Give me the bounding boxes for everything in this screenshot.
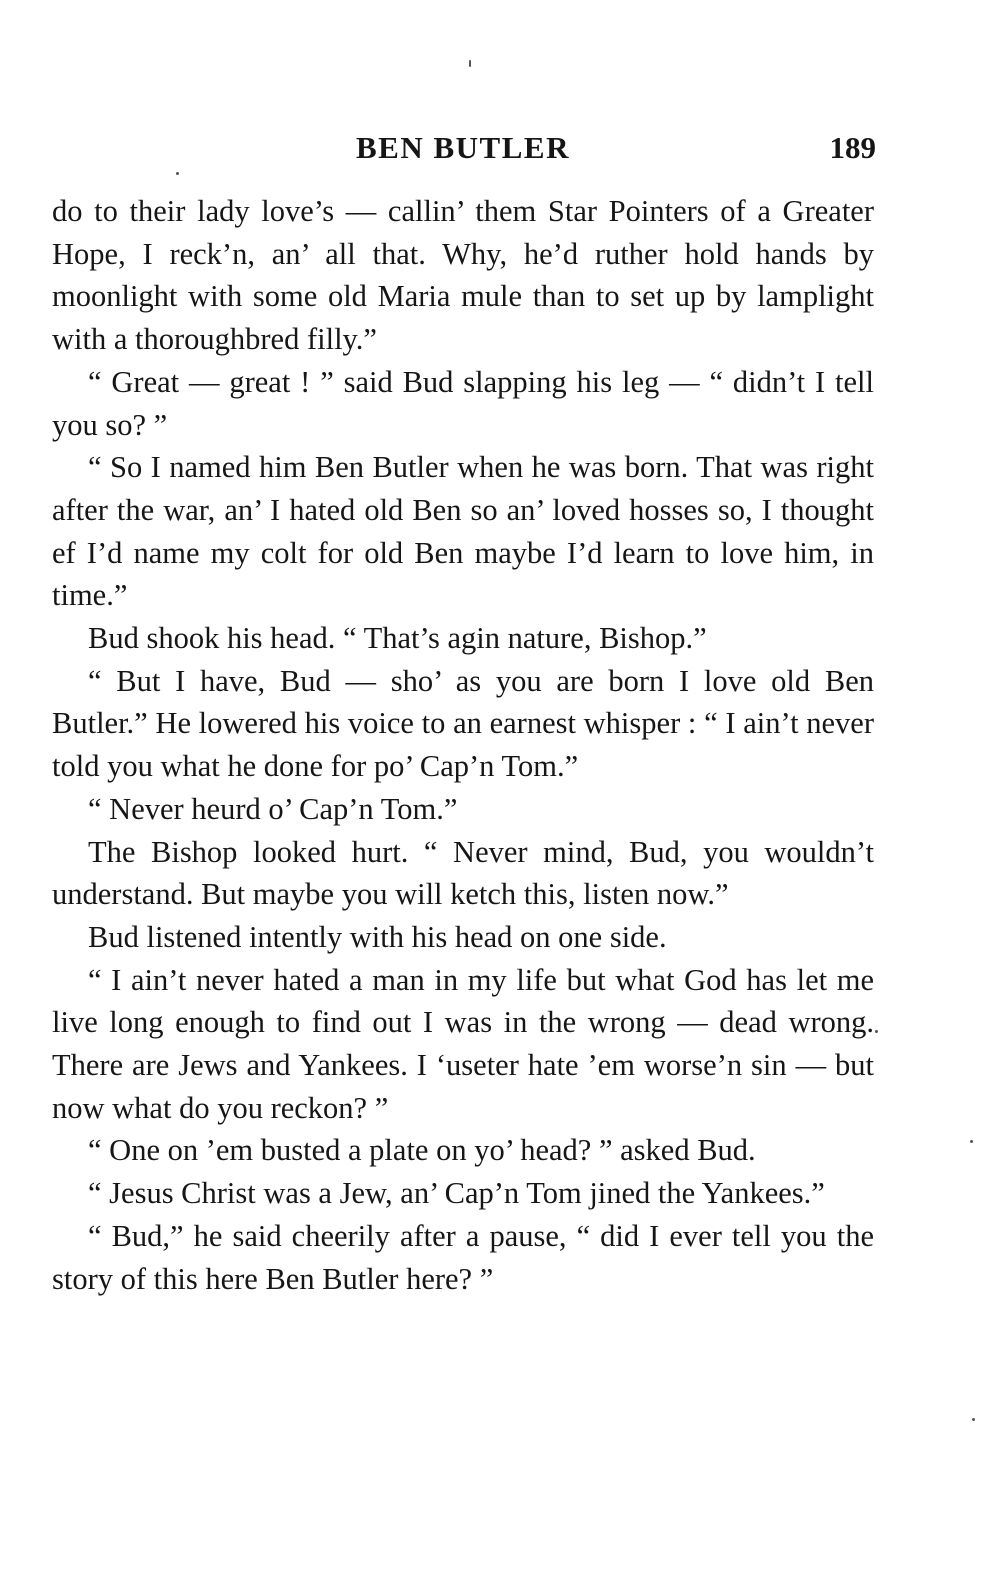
page-number: 189 xyxy=(829,130,876,165)
body-text xyxy=(52,190,874,1300)
paragraph: do to their lady love’s — callin’ them Star Pointers of a Greater Hope, I reck’n, an’ all that. Why, he’d ruther hold hands by moonlight with some old Maria mule than to set up by lamplight with a thoroughbred filly.” xyxy=(52,194,874,357)
paragraph: “ Jesus Christ was a Jew, an’ Cap’n Tom jined the Yankees.” xyxy=(88,1176,825,1211)
speck-mark xyxy=(972,1418,975,1421)
speck-mark xyxy=(875,1030,878,1033)
speck-mark xyxy=(970,1140,973,1143)
paragraph: “ I ain’t never hated a man in my life but what God has let me live long enough to find out I was in the wrong — dead wrong. There are Jews and Yankees. I ‘useter hate ’em worse’n sin — but now what do you reckon? ” xyxy=(52,962,874,1125)
paragraph: Bud shook his head. “ That’s agin nature, Bishop.” xyxy=(88,621,707,656)
paragraph: “ Bud,” he said cheerily after a pause, “ did I ever tell you the story of this here Ben Butler here? ” xyxy=(52,1218,874,1296)
paragraph: “ So I named him Ben Butler when he was born. That was right after the war, an’ I hated old Ben so an’ loved hosses so, I thought ef I’d name my colt for old Ben maybe I’d learn to love him, in time.” xyxy=(52,450,874,613)
book-page xyxy=(52,0,874,1581)
running-head: BEN BUTLER xyxy=(356,130,570,165)
paragraph: The Bishop looked hurt. “ Never mind, Bud, you wouldn’t understand. But maybe you will ketch this, listen now.” xyxy=(52,834,874,912)
paragraph: “ But I have, Bud — sho’ as you are born I love old Ben Butler.” He lowered his voice to an earnest whisper : “ I ain’t never told you what he done for po’ Cap’n Tom.” xyxy=(52,663,874,784)
paragraph: “ One on ’em busted a plate on yo’ head? ” asked Bud. xyxy=(88,1133,756,1168)
paragraph: Bud listened intently with his head on one side. xyxy=(88,919,667,954)
paragraph: “ Never heurd o’ Cap’n Tom.” xyxy=(88,791,458,826)
page-header xyxy=(52,128,874,168)
paragraph: “ Great — great ! ” said Bud slapping his leg — “ didn’t I tell you so? ” xyxy=(52,364,874,442)
